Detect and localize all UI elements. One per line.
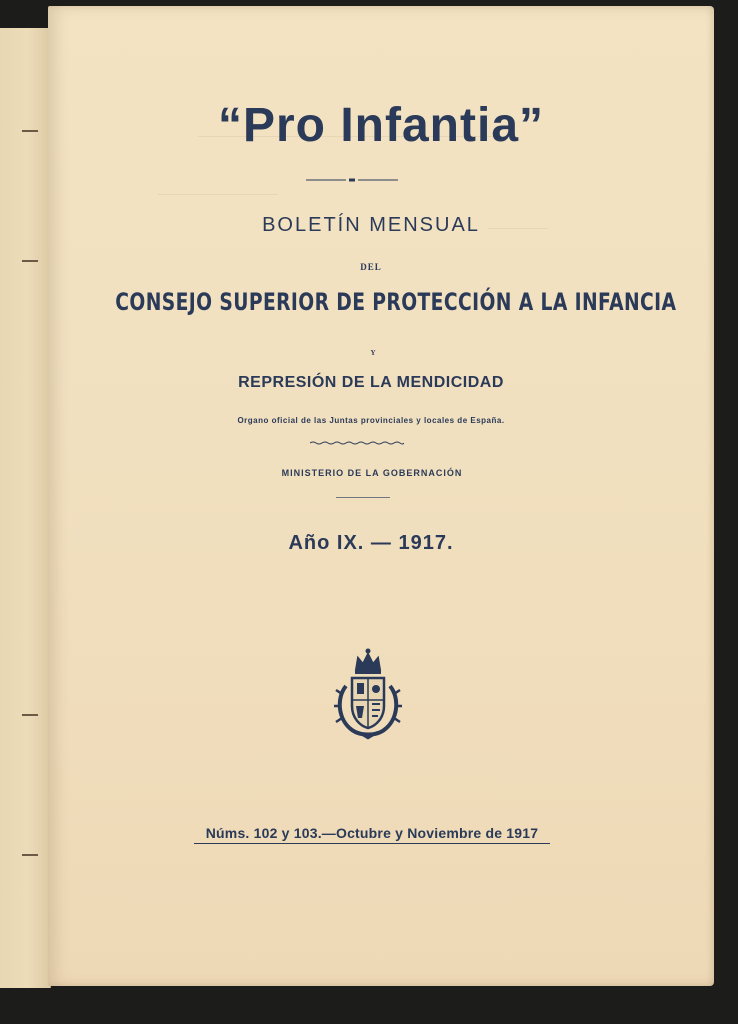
ornament-top-icon bbox=[306, 177, 398, 183]
issue-numbers: Núms. 102 y 103.—Octubre y Noviembre de 1917 bbox=[194, 825, 550, 844]
binding-stitch bbox=[22, 260, 38, 262]
binding-stitch bbox=[22, 130, 38, 132]
show-through-line bbox=[158, 194, 278, 195]
connector-y: Y bbox=[370, 349, 376, 357]
left-page-edge bbox=[0, 28, 51, 988]
council-name: CONSEJO SUPERIOR DE PROTECCIÓN A LA INFANCIA bbox=[115, 288, 677, 316]
title-page bbox=[48, 6, 714, 986]
binding-stitch bbox=[22, 714, 38, 716]
page-title: “Pro Infantia” bbox=[217, 99, 545, 152]
ministry-line: MINISTERIO DE LA GOBERNACIÓN bbox=[281, 468, 463, 478]
coat-of-arms-icon bbox=[332, 644, 404, 740]
year-line: Año IX. — 1917. bbox=[288, 532, 454, 554]
repression-heading: REPRESIÓN DE LA MENDICIDAD bbox=[238, 374, 504, 391]
divider-rule bbox=[336, 497, 390, 498]
subtitle: BOLETÍN MENSUAL bbox=[262, 214, 480, 236]
ornament-wavy-icon bbox=[310, 440, 404, 446]
binding-stitch bbox=[22, 854, 38, 856]
connector-del: DEL bbox=[360, 262, 382, 272]
official-organ-line: Organo oficial de las Juntas provinciales y locales de España. bbox=[237, 416, 505, 425]
